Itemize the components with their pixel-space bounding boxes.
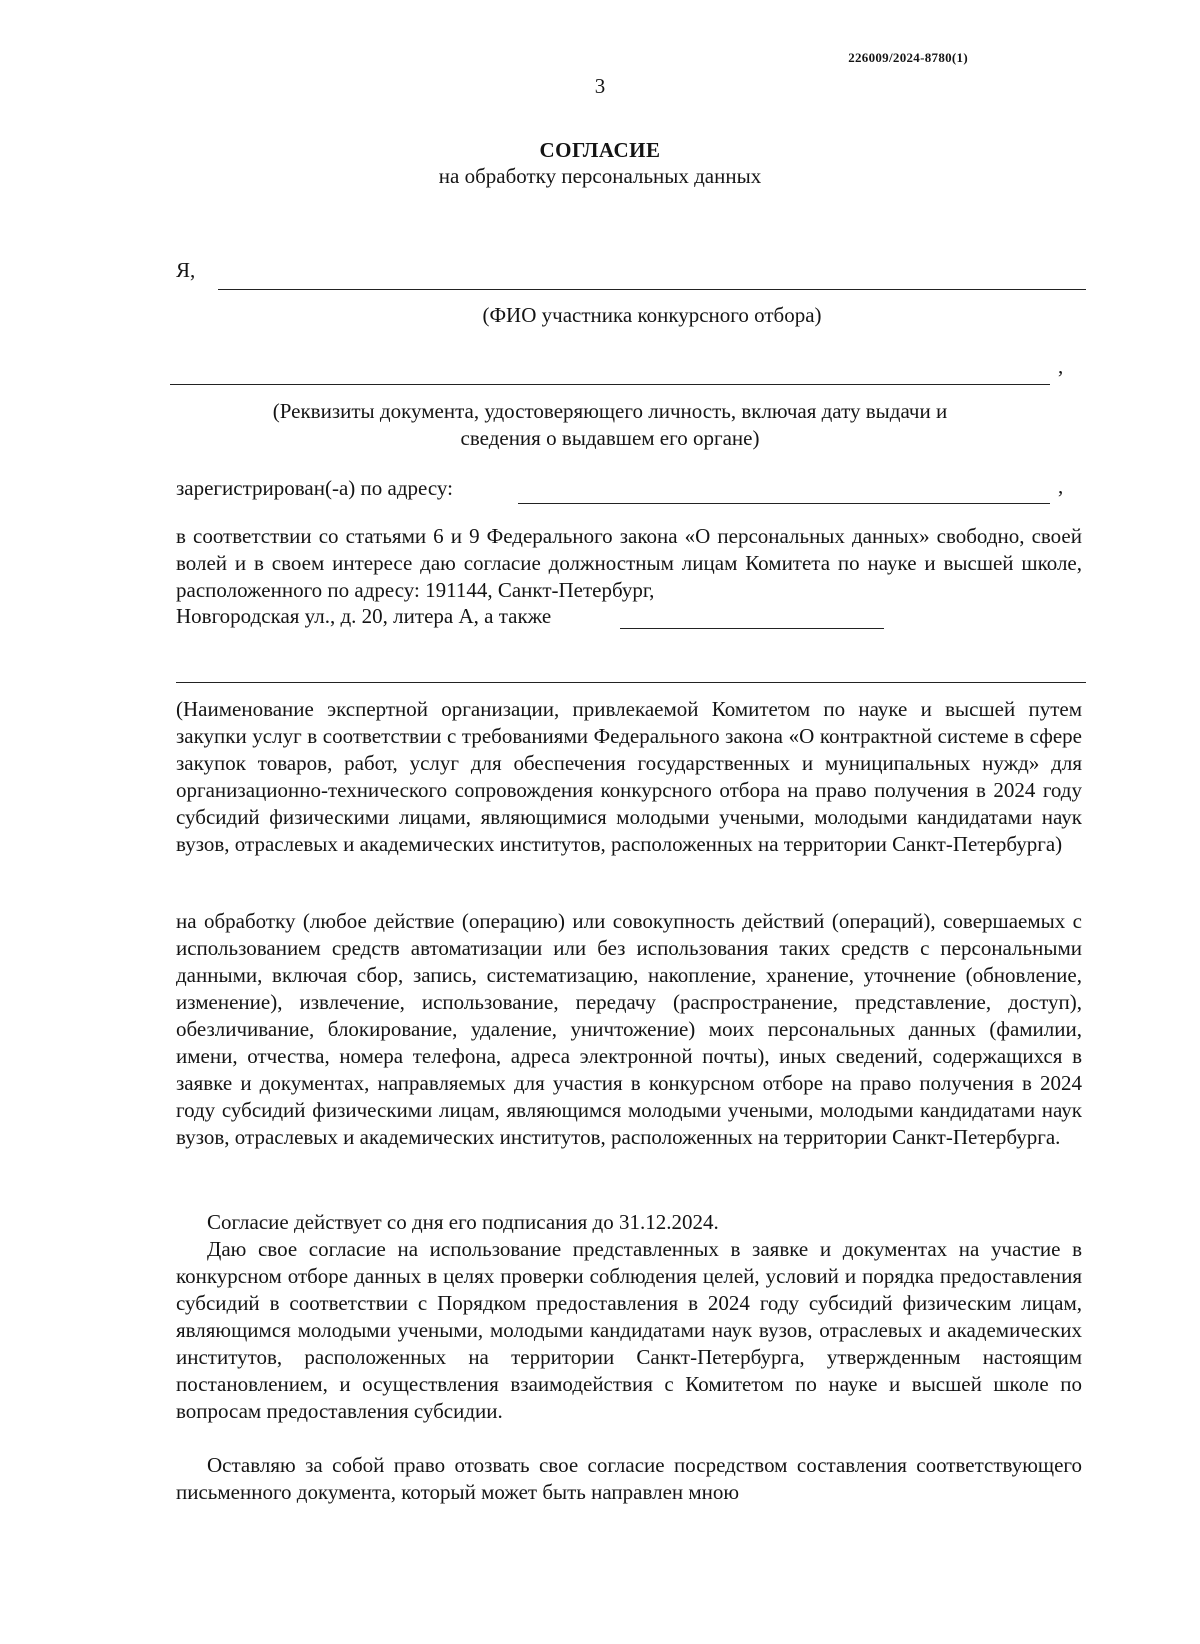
address-comma: ,	[1058, 474, 1064, 498]
reference-number: 226009/2024-8780(1)	[848, 50, 968, 65]
fio-field-line[interactable]	[218, 289, 1086, 290]
purpose-paragraph	[176, 1236, 1082, 1425]
fio-caption: (ФИО участника конкурсного отбора)	[482, 303, 822, 327]
expert-org-field-line-short[interactable]	[620, 628, 884, 629]
consent-intro-text: в соответствии со статьями 6 и 9 Федерального закона «О персональных данных» свободно, своей волей и в своем интересе даю согласие должностным лицам Комитета по науке и высшей школе, расположенного по адресу: 191144, Санкт-Петербург,	[176, 524, 1082, 602]
pronoun-label: Я,	[176, 258, 196, 282]
document-subtitle: на обработку персональных данных	[438, 164, 762, 188]
org-caption-text: (Наименование экспертной организации, привлекаемой Комитетом по науке и высшей путем закупки услуг в соответствии с требованиями Федерального закона «О контрактной системе в сфере закупок товаров, работ, услуг для обеспечения государственных и муниципальных нужд» для организационно-технического сопровождения конкурсного отбора на право получения в 2024 году субсидий физическими лицами, являющимися молодыми учеными, молодыми кандидатами наук вузов, отраслевых и академических институтов, расположенных на территории Санкт-Петербурга)	[176, 697, 1082, 856]
id-document-comma: ,	[1058, 354, 1064, 378]
page-number: 3	[594, 74, 606, 98]
validity-paragraph	[176, 1209, 1082, 1236]
org-caption-paragraph	[176, 696, 1082, 858]
document-title: СОГЛАСИЕ	[539, 138, 661, 162]
processing-paragraph	[176, 908, 1082, 1151]
address-field-line[interactable]	[518, 503, 1050, 504]
revoke-text: Оставляю за собой право отозвать свое согласие посредством составления соответствующего письменного документа, который может быть направлен мною	[176, 1453, 1082, 1504]
expert-org-field-line[interactable]	[176, 682, 1086, 683]
processing-text: на обработку (любое действие (операцию) или совокупность действий (операций), совершаемых с использованием средств автоматизации или без использования таких средств с персональными данными, включая сбор, запись, систематизацию, накопление, хранение, уточнение (обновление, изменение), извлечение, использование, передачу (распространение, представление, доступ), обезличивание, блокирование, удаление, уничтожение) моих персональных данных (фамилии, имени, отчества, номера телефона, адреса электронной почты), иных сведений, содержащихся в заявке и документах, направляемых для участия в конкурсном отборе на право получения в 2024 году субсидий физическими лицам, являющимся молодыми учеными, молодыми кандидатами наук вузов, отраслевых и академических институтов, расположенных на территории Санкт-Петербурга.	[176, 909, 1082, 1149]
consent-intro-paragraph	[176, 523, 1082, 604]
consent-intro-last-line: Новгородская ул., д. 20, литера А, а также	[176, 604, 552, 628]
id-document-caption-line2: сведения о выдавшем его органе)	[460, 426, 760, 450]
id-document-caption-line1: (Реквизиты документа, удостоверяющего личность, включая дату выдачи и	[272, 399, 948, 423]
revoke-paragraph	[176, 1452, 1082, 1506]
address-label: зарегистрирован(-а) по адресу:	[176, 476, 453, 500]
validity-text: Согласие действует со дня его подписания до 31.12.2024.	[207, 1210, 719, 1234]
id-document-field-line[interactable]	[170, 384, 1050, 385]
purpose-text: Даю свое согласие на использование представленных в заявке и документах на участие в конкурсном отборе данных в целях проверки соблюдения целей, условий и порядка предоставления субсидий в соответствии с Порядком предоставления в 2024 году субсидий физическим лицам, являющимся молодыми учеными, молодыми кандидатами наук вузов, отраслевых и академических институтов, расположенных на территории Санкт-Петербурга, утвержденным настоящим постановлением, и осуществления взаимодействия с Комитетом по науке и высшей школе по вопросам предоставления субсидии.	[176, 1237, 1082, 1423]
